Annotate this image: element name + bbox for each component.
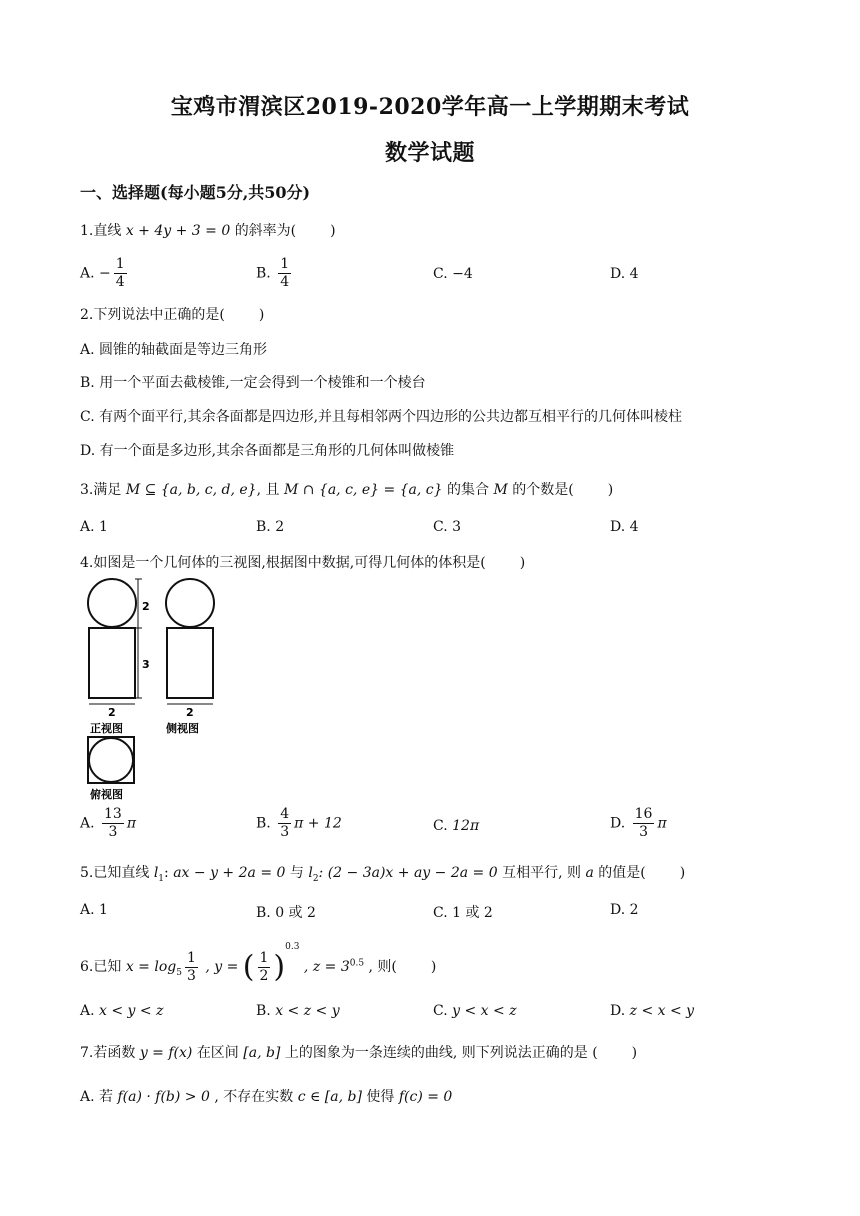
dim-label-2: 2 <box>142 600 150 613</box>
question-5-option-d: D. 2 <box>610 902 639 918</box>
question-4-stem: 4.如图是一个几何体的三视图,根据图中数据,可得几何体的体积是( ) <box>80 555 526 571</box>
question-5-option-c: C. 1 或 2 <box>433 905 493 921</box>
front-view-circle <box>88 579 136 627</box>
question-6-option-c: C. y < x < z <box>433 1003 517 1019</box>
front-view-label: 正视图 <box>90 722 123 735</box>
exam-title: 宝鸡市渭滨区2019-2020学年高一上学期期末考试 <box>170 94 690 120</box>
question-7-stem: 7.若函数 y = f(x) 在区间 [a, b] 上的图象为一条连续的曲线, 则下列说法正确的是 ( ) <box>80 1045 638 1061</box>
question-4-option-a: A. $\frac{13}{3}$ π <box>80 806 137 840</box>
side-view-label: 侧视图 <box>166 722 199 735</box>
question-2-option-a: A. 圆锥的轴截面是等边三角形 <box>80 342 268 358</box>
question-2-option-c: C. 有两个面平行,其余各面都是四边形,并且每相邻两个四边形的公共边都互相平行的几何体叫棱柱 <box>80 409 683 425</box>
question-2-stem: 2.下列说法中正确的是( ) <box>80 307 265 323</box>
question-6-stem: 6.已知 $x = \log_5$ $\frac{1}{3}$ , y = ( $\frac{1}{2}$ )$^{0.3}$ , $z = 3^{0.5}$ , 则( ) <box>80 942 437 985</box>
question-6-option-a: A. x < y < z <box>80 1003 164 1019</box>
side-view-circle <box>166 579 214 627</box>
section-heading: 一、选择题(每小题5分,共50分) <box>80 183 311 202</box>
question-3-option-d: D. 4 <box>610 519 639 535</box>
side-view-rect <box>167 628 213 698</box>
top-view-circle <box>89 738 133 782</box>
three-view-figure <box>84 576 224 802</box>
question-3-option-b: B. 2 <box>256 519 285 535</box>
question-3-stem: 3.满足 M ⊆ {a, b, c, d, e}, 且 M ∩ {a, c, e} = {a, c} 的集合 M 的个数是( ) <box>80 482 614 498</box>
question-6-option-b: B. x < z < y <box>256 1003 340 1019</box>
dim-label-3: 3 <box>142 658 150 671</box>
question-3-option-a: A. 1 <box>80 519 108 535</box>
question-4-option-b: B. $\frac{4}{3}$ π + 12 <box>256 806 342 840</box>
front-view-rect <box>89 628 135 698</box>
question-1-option-c: C. −4 <box>433 266 473 282</box>
question-2-option-b: B. 用一个平面去截棱锥,一定会得到一个棱锥和一个棱台 <box>80 375 426 391</box>
question-1-option-a: A. − $\frac{1}{4}$ <box>80 256 125 290</box>
question-1-option-b: B. $\frac{1}{4}$ <box>256 256 290 290</box>
question-4-option-c: C. 12π <box>433 818 480 834</box>
question-5-option-b: B. 0 或 2 <box>256 905 316 921</box>
dim-label-side-width: 2 <box>186 706 194 719</box>
question-1-option-d: D. 4 <box>610 266 639 282</box>
dim-label-front-width: 2 <box>108 706 116 719</box>
question-2-option-d: D. 有一个面是多边形,其余各面都是三角形的几何体叫做棱锥 <box>80 443 455 459</box>
top-view-label: 俯视图 <box>90 788 123 801</box>
question-5-option-a: A. 1 <box>80 902 108 918</box>
question-4-option-d: D. $\frac{16}{3}$ π <box>610 806 667 840</box>
question-7-option-a: A. 若 f(a) · f(b) > 0 , 不存在实数 c ∈ [a, b] 使得 f(c) = 0 <box>80 1089 453 1105</box>
exam-subtitle: 数学试题 <box>384 140 475 166</box>
question-1-stem: 1.直线 x + 4y + 3 = 0 的斜率为( ) <box>80 223 336 239</box>
question-6-option-d: D. z < x < y <box>610 1003 695 1019</box>
question-5-stem: 5.已知直线 $l_1$: ax − y + 2a = 0 与 $l_2$: (2 − 3a)x + ay − 2a = 0 互相平行, 则 a 的值是( ) <box>80 865 686 884</box>
question-3-option-c: C. 3 <box>433 519 462 535</box>
